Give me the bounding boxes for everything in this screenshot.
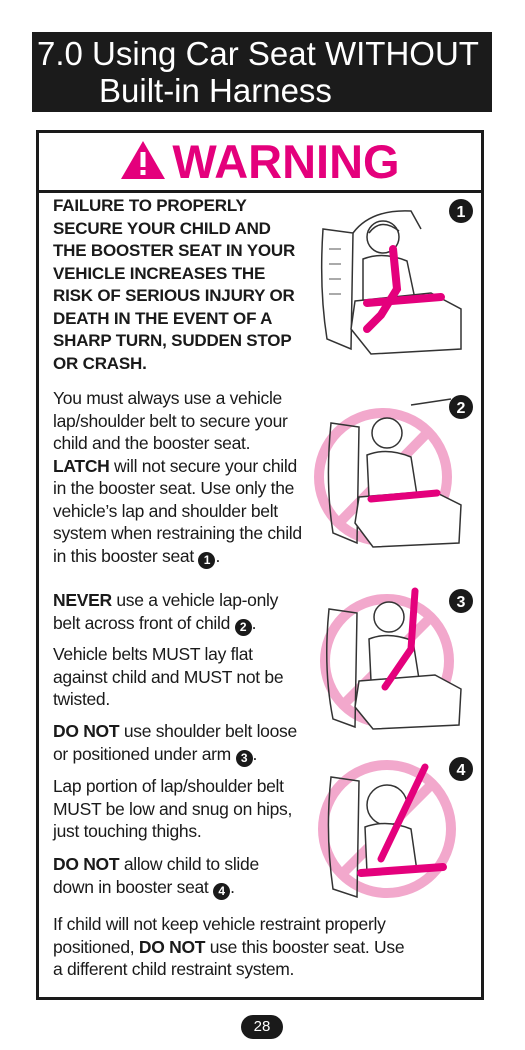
- illustration-correct-belt: [311, 189, 481, 364]
- figure-ref-2: 2: [235, 619, 252, 636]
- page-number: 28: [241, 1015, 283, 1039]
- svg-text:1: 1: [456, 204, 466, 221]
- warning-triangle-icon: [120, 140, 166, 180]
- paragraph-belt-use: You must always use a vehicle lap/shoulder belt to secure your child and the booster seat. LATCH will not secure your child in the booster seat. Use only the vehicle’s lap and shoulder belt system when restraining the child in this booster seat 1 .: [53, 388, 302, 567]
- illustration-child-sliding-prohibited: [311, 743, 481, 908]
- warning-heading: [39, 137, 481, 187]
- paragraph-alternate-restraint: If child will not keep vehicle restraint properly positioned, DO NOT use this booster seat. Use a different child restraint system.: [53, 914, 405, 979]
- section-header: [32, 32, 492, 112]
- section-title-line-1: 7.0 Using Car Seat WITHOUT: [37, 35, 479, 72]
- svg-text:3: 3: [456, 594, 466, 611]
- illustration-lap-only-prohibited: [311, 383, 481, 563]
- warning-title: WARNING: [172, 135, 400, 188]
- figure-ref-4: 4: [213, 883, 230, 900]
- paragraph-belts-flat: Vehicle belts MUST lay flat against child and MUST not be twisted.: [53, 644, 284, 709]
- section-title-line-2: Built-in Harness: [99, 72, 332, 109]
- paragraph-lap-portion: Lap portion of lap/shoulder belt MUST be low and snug on hips, just touching thighs.: [53, 776, 293, 841]
- paragraph-shoulder-belt: DO NOT use shoulder belt loose or positioned under arm 3 .: [53, 721, 297, 765]
- warning-text: FAILURE TO PROPERLY SECURE YOUR CHILD AND THE BOOSTER SEAT IN YOUR VEHICLE INCREASES THE RISK OF SERIOUS INJURY OR DEATH IN THE EVENT OF A SHARP TURN, SUDDEN STOP OR CRASH.: [53, 196, 296, 373]
- figure-ref-3: 3: [236, 750, 253, 767]
- warning-box: [36, 130, 484, 1000]
- paragraph-slide-down: DO NOT allow child to slide down in booster seat 4 .: [53, 854, 259, 898]
- figure-ref-1: 1: [198, 552, 215, 569]
- svg-text:4: 4: [456, 762, 466, 779]
- illustration-shoulder-belt-under-arm-prohibited: [311, 579, 481, 739]
- paragraph-lap-only: NEVER use a vehicle lap-only belt across front of child 2 .: [53, 590, 279, 634]
- svg-text:2: 2: [456, 400, 466, 417]
